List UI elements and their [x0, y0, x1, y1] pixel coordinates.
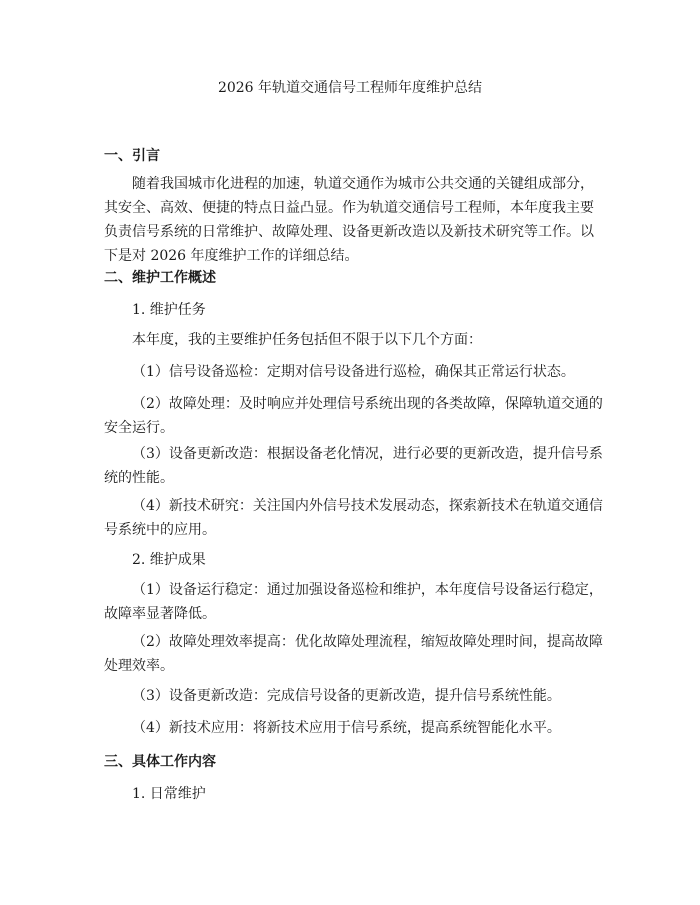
section-heading-intro: 一、引言 — [104, 148, 160, 164]
subheading-tasks: 1. 维护任务 — [132, 302, 206, 318]
section-heading-overview: 二、维护工作概述 — [104, 270, 216, 286]
task-item: （4）新技术研究：关注国内外信号技术发展动态，探索新技术在轨道交通信号系统中的应用。 — [104, 498, 603, 538]
document-title: 2026 年轨道交通信号工程师年度维护总结 — [217, 80, 483, 96]
tasks-intro: 本年度，我的主要维护任务包括但不限于以下几个方面： — [132, 332, 482, 348]
result-item: （4）新技术应用：将新技术应用于信号系统，提高系统智能化水平。 — [132, 720, 561, 736]
task-item: （1）信号设备巡检：定期对信号设备进行巡检，确保其正常运行状态。 — [132, 364, 575, 380]
task-item: （3）设备更新改造：根据设备老化情况，进行必要的更新改造，提升信号系统的性能。 — [104, 446, 603, 486]
result-item: （2）故障处理效率提高：优化故障处理流程，缩短故障处理时间，提高故障处理效率。 — [104, 634, 603, 674]
subheading-results: 2. 维护成果 — [132, 552, 206, 568]
intro-paragraph: 随着我国城市化进程的加速，轨道交通作为城市公共交通的关键组成部分，其安全、高效、便捷的特点日益凸显。作为轨道交通信号工程师，本年度我主要负责信号系统的日常维护、故障处理、设备更新改造以及新技术研究等工作。以下是对 2026 年度维护工作的详细总结。 — [104, 176, 594, 264]
result-item: （3）设备更新改造：完成信号设备的更新改造，提升信号系统性能。 — [132, 688, 561, 704]
section-heading-work-content: 三、具体工作内容 — [104, 754, 216, 770]
subheading-daily-maintenance: 1. 日常维护 — [132, 786, 206, 802]
task-item: （2）故障处理：及时响应并处理信号系统出现的各类故障，保障轨道交通的安全运行。 — [104, 396, 603, 436]
result-item: （1）设备运行稳定：通过加强设备巡检和维护，本年度信号设备运行稳定，故障率显著降低。 — [104, 582, 603, 622]
